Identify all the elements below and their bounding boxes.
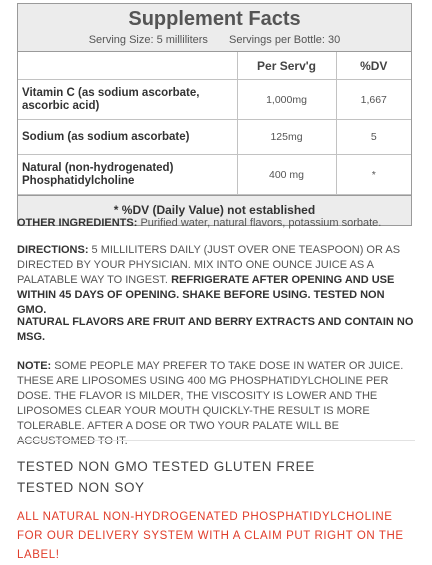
table-row xyxy=(18,80,411,120)
facts-header-row xyxy=(18,52,411,80)
header-dv: %DV xyxy=(336,52,411,80)
directions-label: DIRECTIONS: xyxy=(17,244,89,256)
nutrient-name: Sodium (as sodium ascorbate) xyxy=(18,120,237,155)
other-ingredients-label: OTHER INGREDIENTS: xyxy=(17,217,138,229)
nutrient-name: Vitamin C (as sodium ascorbate, ascorbic acid) xyxy=(18,80,237,120)
nutrient-dv: * xyxy=(336,155,411,195)
servings-per-bottle: Servings per Bottle: 30 xyxy=(228,34,341,46)
nutrient-amount: 125mg xyxy=(237,120,336,155)
nutrient-amount: 1,000mg xyxy=(237,80,336,120)
nutrient-name: Natural (non-hydrogenated) Phosphatidylcholine xyxy=(18,155,237,195)
serving-size: Serving Size: 5 milliliters xyxy=(88,34,208,46)
facts-title: Supplement Facts xyxy=(128,8,301,30)
directions xyxy=(17,243,415,318)
dv-footnote: * %DV (Daily Value) not established xyxy=(18,195,411,225)
natural-flavors-statement: NATURAL FLAVORS ARE FRUIT AND BERRY EXTRACTS AND CONTAIN NO MSG. xyxy=(17,316,414,343)
nutrient-dv: 5 xyxy=(336,120,411,155)
directions-warning: REFRIGERATE AFTER OPENING AND USE WITHIN 45 DAYS OF OPENING. SHAKE BEFORE USING. TESTED NON GMO. xyxy=(17,274,395,316)
tested-claims: TESTED NON GMO TESTED GLUTEN FREE TESTED NON SOY xyxy=(17,459,315,495)
table-row xyxy=(18,120,411,155)
divider xyxy=(17,440,415,441)
product-claim: ALL NATURAL NON-HYDROGENATED PHOSPHATIDYLCHOLINE FOR OUR DELIVERY SYSTEM WITH A CLAIM PUT RIGHT ON THE LABEL! xyxy=(17,511,404,561)
supplement-facts-panel xyxy=(17,3,412,226)
other-ingredients-text: Purified water, natural flavors, potassium sorbate. xyxy=(137,217,382,229)
note-label: NOTE: xyxy=(17,360,52,372)
other-ingredients xyxy=(17,216,415,231)
serving-info xyxy=(18,34,411,46)
nutrient-amount: 400 mg xyxy=(237,155,336,195)
nutrient-dv: 1,667 xyxy=(336,80,411,120)
facts-header xyxy=(18,4,411,52)
note xyxy=(17,359,415,449)
directions-text: 5 MILLILITERS DAILY (JUST OVER ONE TEASPOON) OR AS DIRECTED BY YOUR PHYSICIAN. MIX INTO ONE OUNCE JUICE AS A PALATABLE WAY TO INGEST. xyxy=(17,244,401,286)
table-row xyxy=(18,155,411,195)
note-text: SOME PEOPLE MAY PREFER TO TAKE DOSE IN WATER OR JUICE. THESE ARE LIPOSOMES USING 400 MG PHOSPHATIDYLCHOLINE PER DOSE. THE FLAVOR IS MILDER, THE VISCOSITY IS LOWER AND THE LIPOSOMES CLEAR YOUR MOUTH QUICKLY-THE RESULT IS MORE TOLERABLE. AFTER A DOSE OR TWO YOUR PALATE WILL BE ACCUSTOMED TO IT. xyxy=(17,360,404,447)
header-per-serving: Per Serv'g xyxy=(237,52,336,80)
facts-table xyxy=(18,52,411,195)
header-nutrient xyxy=(18,52,237,80)
